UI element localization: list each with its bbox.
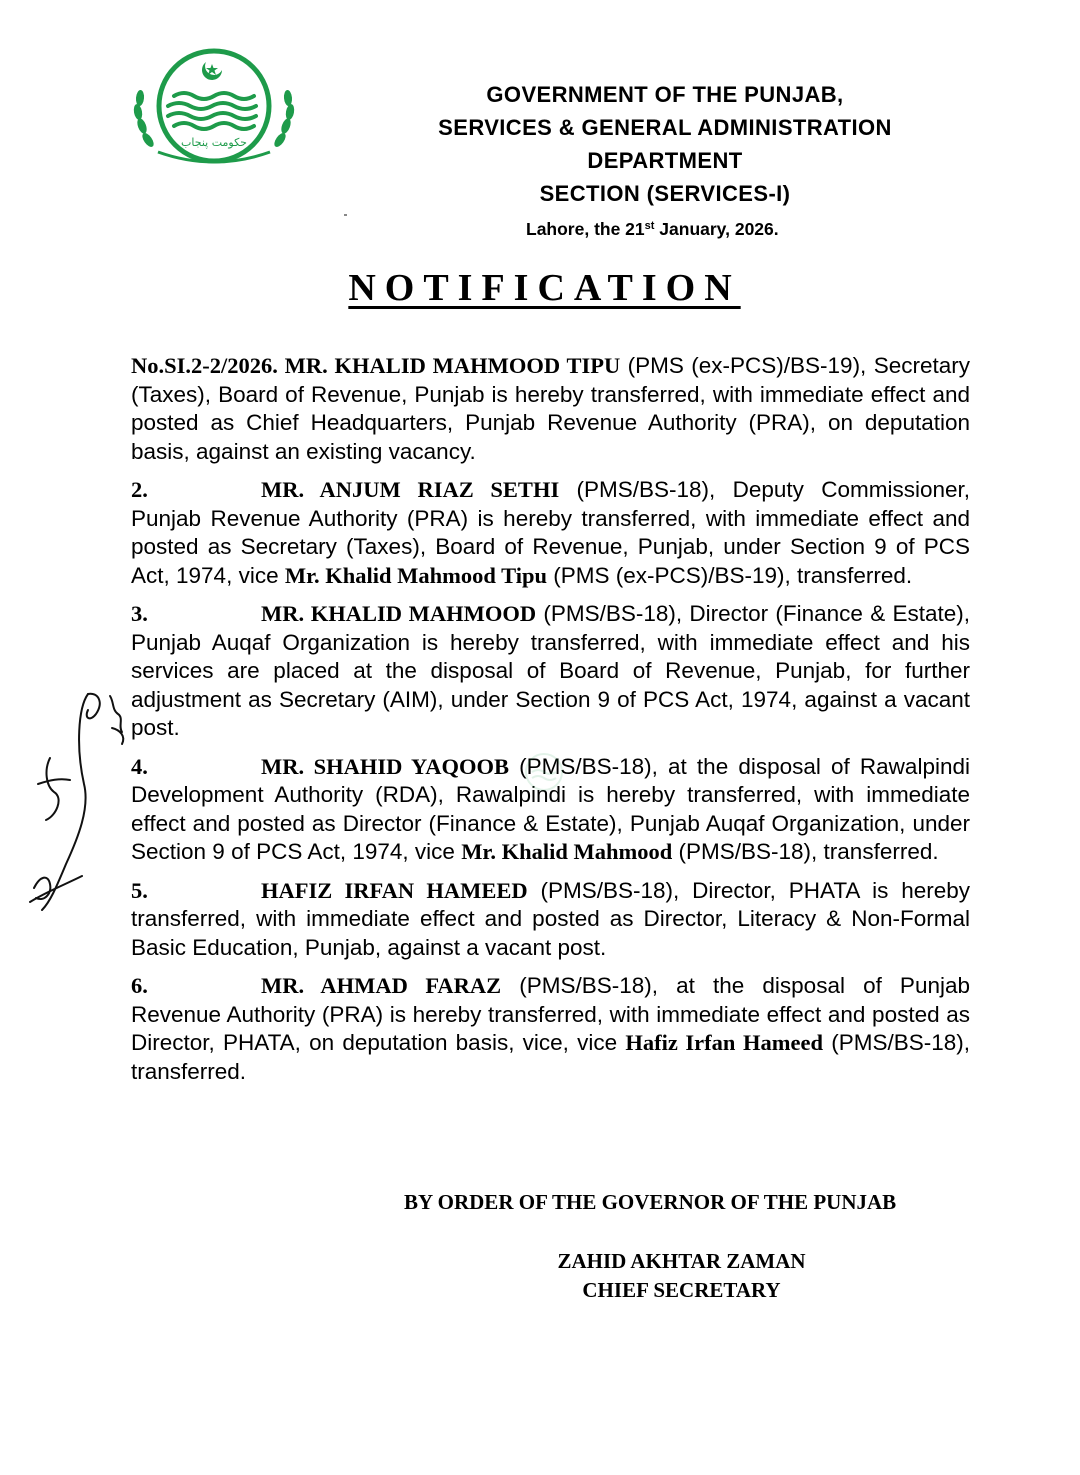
paragraph-2: 2. MR. ANJUM RIAZ SETHI (PMS/BS-18), Deputy Commissioner, Punjab Revenue Authority (PRA) is hereby transferred, with immediate effect and posted as Secretary (Taxes), Board of Revenue, Punjab, under Section 9 of PCS Act, 1974, vice Mr. Khalid Mahmood Tipu (PMS (ex-PCS)/BS-19), transferred. (131, 477, 970, 588)
handwritten-signature (26, 688, 136, 916)
header-line-1: GOVERNMENT OF THE PUNJAB, (486, 82, 844, 107)
signatory-designation: CHIEF SECRETARY (582, 1278, 781, 1302)
header-line-2: SERVICES & GENERAL ADMINISTRATION (438, 115, 892, 140)
paragraph-3: 3. MR. KHALID MAHMOOD (PMS/BS-18), Director (Finance & Estate), Punjab Auqaf Organization is hereby transferred, with immediate effect and his services are placed at the disposal of Board of Revenue, Punjab, for further adjustment as Secretary (AIM), under Section 9 of PCS Act, 1974, against a vacant post. (131, 601, 970, 740)
emblem-watermark (518, 752, 570, 792)
paragraph-6: 6. MR. AHMAD FARAZ (PMS/BS-18), at the disposal of Punjab Revenue Authority (PRA) is hereby transferred, with immediate effect and posted as Director, PHATA, on deputation basis, vice, vice Hafiz Irfan Hameed (PMS/BS-18), transferred. (131, 973, 970, 1084)
signatory-block (541, 1247, 822, 1305)
svg-text:حکومت پنجاب: حکومت پنجاب (181, 136, 247, 149)
paragraph-4: 4. MR. SHAHID YAQOOB (PMS/BS-18), at the disposal of Rawalpindi Development Authority (RDA), Rawalpindi is hereby transferred, with immediate effect and posted as Director (Finance & Estate), Punjab Auqaf Organization, under Section 9 of PCS Act, 1974, vice Mr. Khalid Mahmood (PMS/BS-18), transferred. (131, 753, 970, 864)
department-header (340, 78, 990, 210)
scan-speck (344, 214, 347, 216)
header-line-3: DEPARTMENT (587, 148, 743, 173)
header-line-4: SECTION (SERVICES-I) (539, 181, 791, 206)
signatory-name: ZAHID AKHTAR ZAMAN (557, 1249, 806, 1273)
by-order-line: BY ORDER OF THE GOVERNOR OF THE PUNJAB (404, 1190, 897, 1214)
punjab-emblem-logo (128, 48, 300, 170)
dateline: Lahore, the 21st January, 2026. (526, 219, 779, 239)
paragraph-1: No.SI.2-2/2026. MR. KHALID MAHMOOD TIPU (PMS (ex-PCS)/BS-19), Secretary (Taxes), Board of Revenue, Punjab is hereby transferred, with immediate effect and posted as Chief Headquarters, Punjab Revenue Authority (PRA), on deputation basis, against an existing vacancy. (131, 353, 971, 464)
notification-title: NOTIFICATION (348, 267, 741, 309)
paragraph-5: 5. HAFIZ IRFAN HAMEED (PMS/BS-18), Director, PHATA is hereby transferred, with immediate effect and posted as Director, Literacy & Non-Formal Basic Education, Punjab, against a vacant post. (131, 877, 970, 960)
notification-body (131, 352, 970, 1096)
